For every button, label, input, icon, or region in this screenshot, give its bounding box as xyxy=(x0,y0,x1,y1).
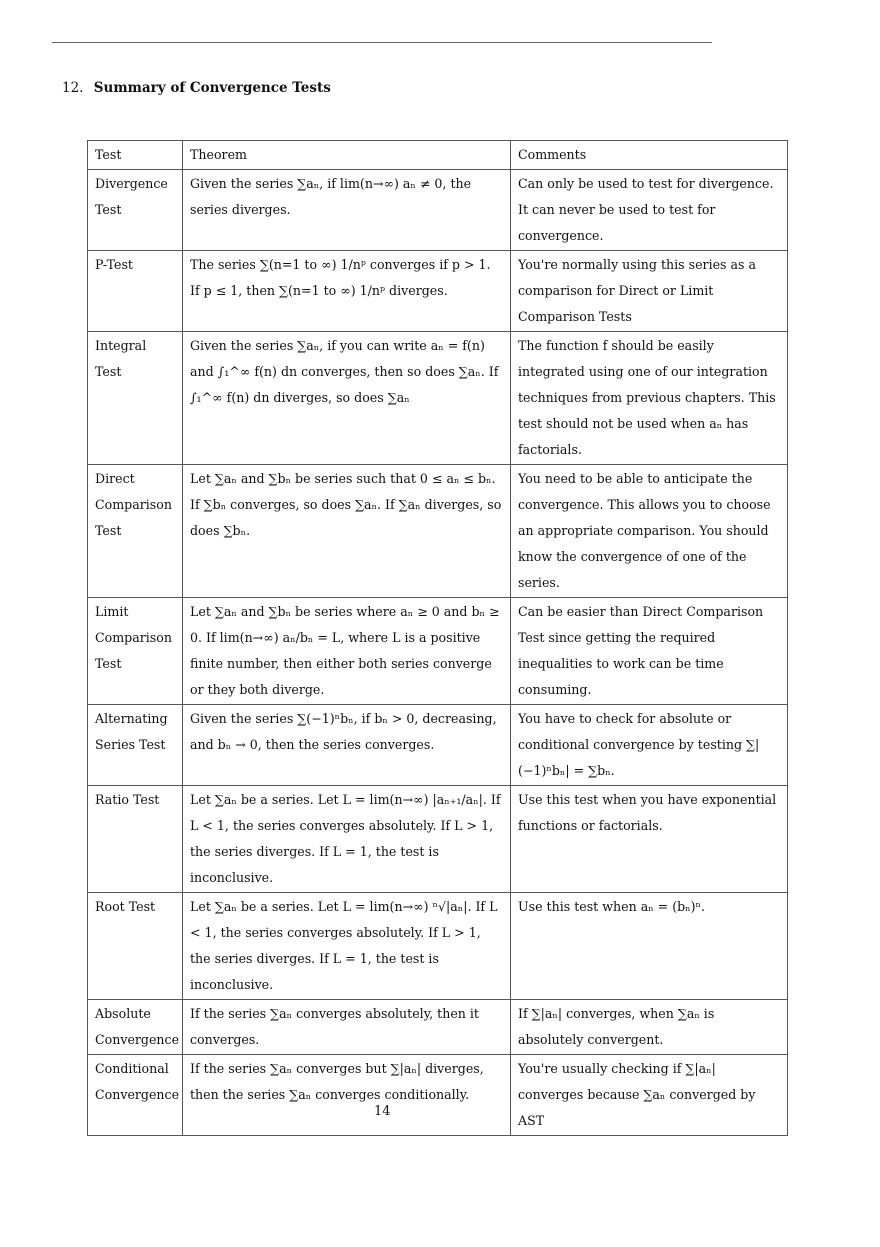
theorem-cell: Let ∑aₙ be a series. Let L = lim(n→∞) |aₙ₊₁/aₙ|. If L < 1, the series converges absolutely. If L > 1, the series diverges. If L = 1, the test is inconclusive. xyxy=(183,786,511,893)
test-name: Absolute Convergence xyxy=(88,1000,183,1055)
section-heading xyxy=(62,80,331,96)
table-row xyxy=(88,1000,788,1055)
table-row xyxy=(88,251,788,332)
comment-cell: Use this test when aₙ = (bₙ)ⁿ. xyxy=(511,893,788,1000)
convergence-tests-table xyxy=(87,140,788,1136)
comment-cell: You're normally using this series as a comparison for Direct or Limit Comparison Tests xyxy=(511,251,788,332)
header-rule xyxy=(52,42,712,43)
table-row xyxy=(88,893,788,1000)
table-row xyxy=(88,170,788,251)
theorem-cell: Let ∑aₙ be a series. Let L = lim(n→∞) ⁿ√|aₙ|. If L < 1, the series converges absolutely. If L > 1, the series diverges. If L = 1, the test is inconclusive. xyxy=(183,893,511,1000)
comment-cell: Use this test when you have exponential functions or factorials. xyxy=(511,786,788,893)
comment-cell: Can be easier than Direct Comparison Test since getting the required inequalities to work can be time consuming. xyxy=(511,598,788,705)
page-number: 14 xyxy=(374,1104,391,1119)
section-title: Summary of Convergence Tests xyxy=(93,80,331,96)
test-name: P-Test xyxy=(88,251,183,332)
table-row xyxy=(88,1055,788,1136)
test-name: Alternating Series Test xyxy=(88,705,183,786)
test-name: Limit Comparison Test xyxy=(88,598,183,705)
comment-cell: If ∑|aₙ| converges, when ∑aₙ is absolutely convergent. xyxy=(511,1000,788,1055)
theorem-cell: Let ∑aₙ and ∑bₙ be series where aₙ ≥ 0 and bₙ ≥ 0. If lim(n→∞) aₙ/bₙ = L, where L is a positive finite number, then either both series converge or they both diverge. xyxy=(183,598,511,705)
table-row xyxy=(88,598,788,705)
theorem-cell: The series ∑(n=1 to ∞) 1/nᵖ converges if p > 1. If p ≤ 1, then ∑(n=1 to ∞) 1/nᵖ diverges. xyxy=(183,251,511,332)
table-row xyxy=(88,786,788,893)
header-comments: Comments xyxy=(511,141,788,170)
test-name: Direct Comparison Test xyxy=(88,465,183,598)
test-name: Divergence Test xyxy=(88,170,183,251)
theorem-cell: If the series ∑aₙ converges but ∑|aₙ| diverges, then the series ∑aₙ converges conditionally. xyxy=(183,1055,511,1136)
theorem-cell: Let ∑aₙ and ∑bₙ be series such that 0 ≤ aₙ ≤ bₙ. If ∑bₙ converges, so does ∑aₙ. If ∑aₙ diverges, so does ∑bₙ. xyxy=(183,465,511,598)
test-name: Integral Test xyxy=(88,332,183,465)
theorem-cell: Given the series ∑(−1)ⁿbₙ, if bₙ > 0, decreasing, and bₙ → 0, then the series converges. xyxy=(183,705,511,786)
section-number: 12. xyxy=(62,80,84,96)
table-row xyxy=(88,705,788,786)
theorem-cell: Given the series ∑aₙ, if you can write aₙ = f(n) and ∫₁^∞ f(n) dn converges, then so does ∑aₙ. If ∫₁^∞ f(n) dn diverges, so does ∑aₙ xyxy=(183,332,511,465)
test-name: Conditional Convergence xyxy=(88,1055,183,1136)
comment-cell: Can only be used to test for divergence. It can never be used to test for convergence. xyxy=(511,170,788,251)
table-row xyxy=(88,465,788,598)
comment-cell: You have to check for absolute or conditional convergence by testing ∑|(−1)ⁿbₙ| = ∑bₙ. xyxy=(511,705,788,786)
header-test: Test xyxy=(88,141,183,170)
table-header-row xyxy=(88,141,788,170)
theorem-cell: If the series ∑aₙ converges absolutely, then it converges. xyxy=(183,1000,511,1055)
comment-cell: You're usually checking if ∑|aₙ| converges because ∑aₙ converged by AST xyxy=(511,1055,788,1136)
table-row xyxy=(88,332,788,465)
test-name: Root Test xyxy=(88,893,183,1000)
comment-cell: You need to be able to anticipate the convergence. This allows you to choose an appropriate comparison. You should know the convergence of one of the series. xyxy=(511,465,788,598)
comment-cell: The function f should be easily integrated using one of our integration techniques from previous chapters. This test should not be used when aₙ has factorials. xyxy=(511,332,788,465)
test-name: Ratio Test xyxy=(88,786,183,893)
theorem-cell: Given the series ∑aₙ, if lim(n→∞) aₙ ≠ 0, the series diverges. xyxy=(183,170,511,251)
header-theorem: Theorem xyxy=(183,141,511,170)
